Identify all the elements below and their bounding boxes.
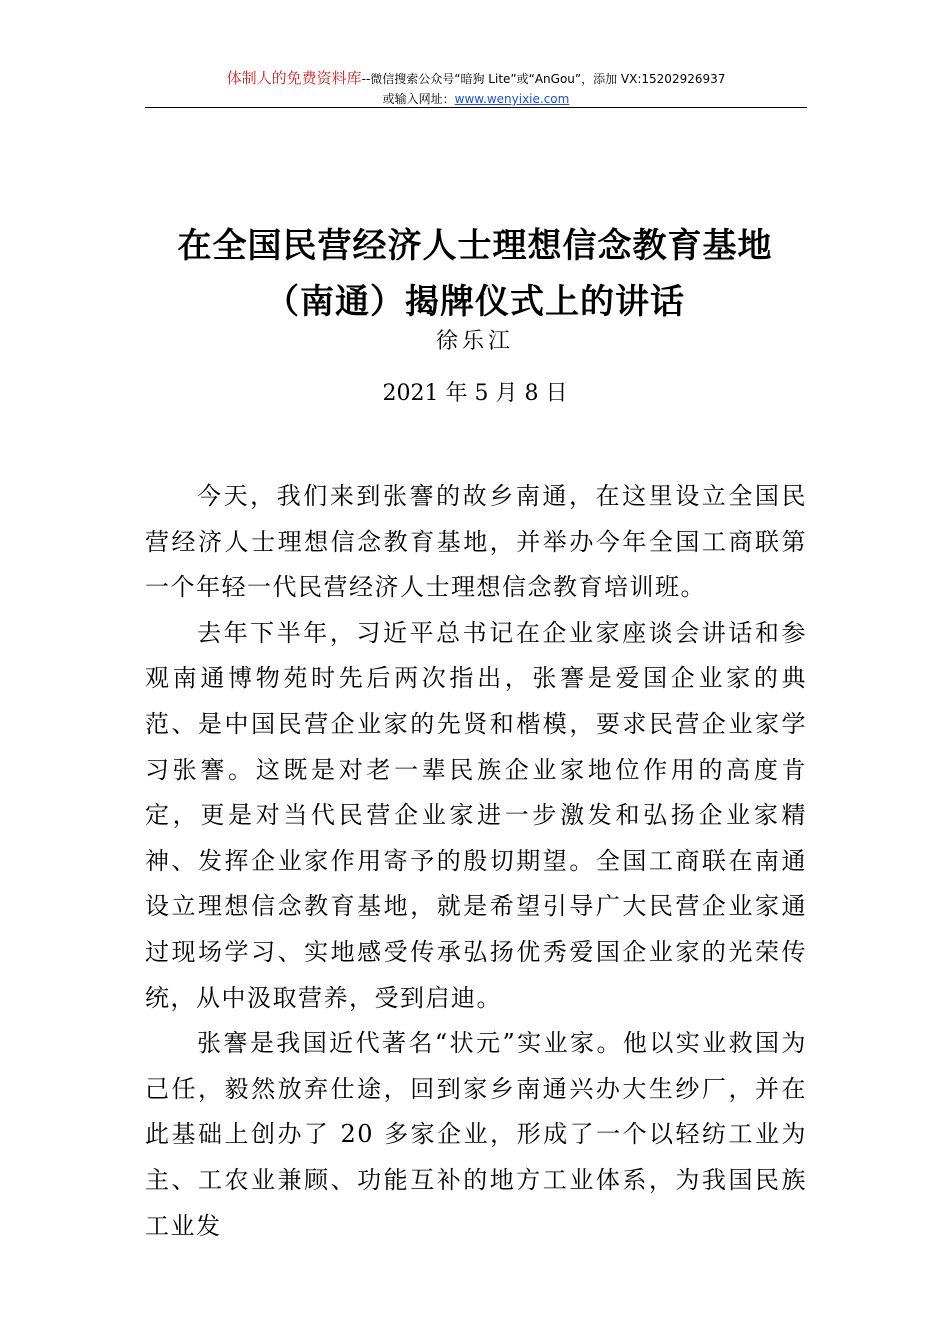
header-url-prefix: 或输入网址： bbox=[382, 92, 455, 106]
title-line-2: （南通）揭牌仪式上的讲话 bbox=[265, 282, 685, 322]
header-line-2 bbox=[145, 89, 807, 109]
page-header bbox=[145, 68, 807, 109]
title-line-1: 在全国民营经济人士理想信念教育基地 bbox=[177, 226, 773, 266]
paragraph-2: 去年下半年，习近平总书记在企业家座谈会讲话和参观南通博物苑时先后两次指出，张謇是爱国企业家的典范、是中国民营企业家的先贤和楷模，要求民营企业家学习张謇。这既是对老一辈民族企业家地位作用的高度肯定，更是对当代民营企业家进一步激发和弘扬企业家精神、发挥企业家作用寄予的殷切期望。全国工商联在南通设立理想信念教育基地，就是希望引导广大民营企业家通过现场学习、实地感受传承弘扬优秀爱国企业家的光荣传统，从中汲取营养，受到启迪。 bbox=[145, 618, 807, 1012]
document-date: 2021 年 5 月 8 日 bbox=[382, 381, 568, 406]
document-title bbox=[120, 218, 830, 330]
header-url-link[interactable]: www.wenyixie.com bbox=[454, 92, 570, 106]
header-notice: --微信搜索公众号“暗狗 Lite”或“AnGou”，添加 VX:15202926937 bbox=[361, 72, 726, 86]
header-divider bbox=[145, 107, 807, 108]
paragraph-3: 张謇是我国近代著名“状元”实业家。他以实业救国为己任，毅然放弃仕途，回到家乡南通兴办大生纱厂，并在此基础上创办了 20 多家企业，形成了一个以轻纺工业为主、工农业兼顾、功能互补的地方工业体系，为我国民族工业发 bbox=[145, 1029, 807, 1240]
paragraph-1: 今天，我们来到张謇的故乡南通，在这里设立全国民营经济人士理想信念教育基地，并举办今年全国工商联第一个年轻一代民营经济人士理想信念教育培训班。 bbox=[145, 482, 807, 602]
document-body bbox=[145, 474, 807, 1249]
document-author: 徐乐江 bbox=[435, 329, 514, 354]
header-brand: 体制人的免费资料库 bbox=[226, 69, 362, 87]
header-line-1 bbox=[145, 68, 807, 89]
